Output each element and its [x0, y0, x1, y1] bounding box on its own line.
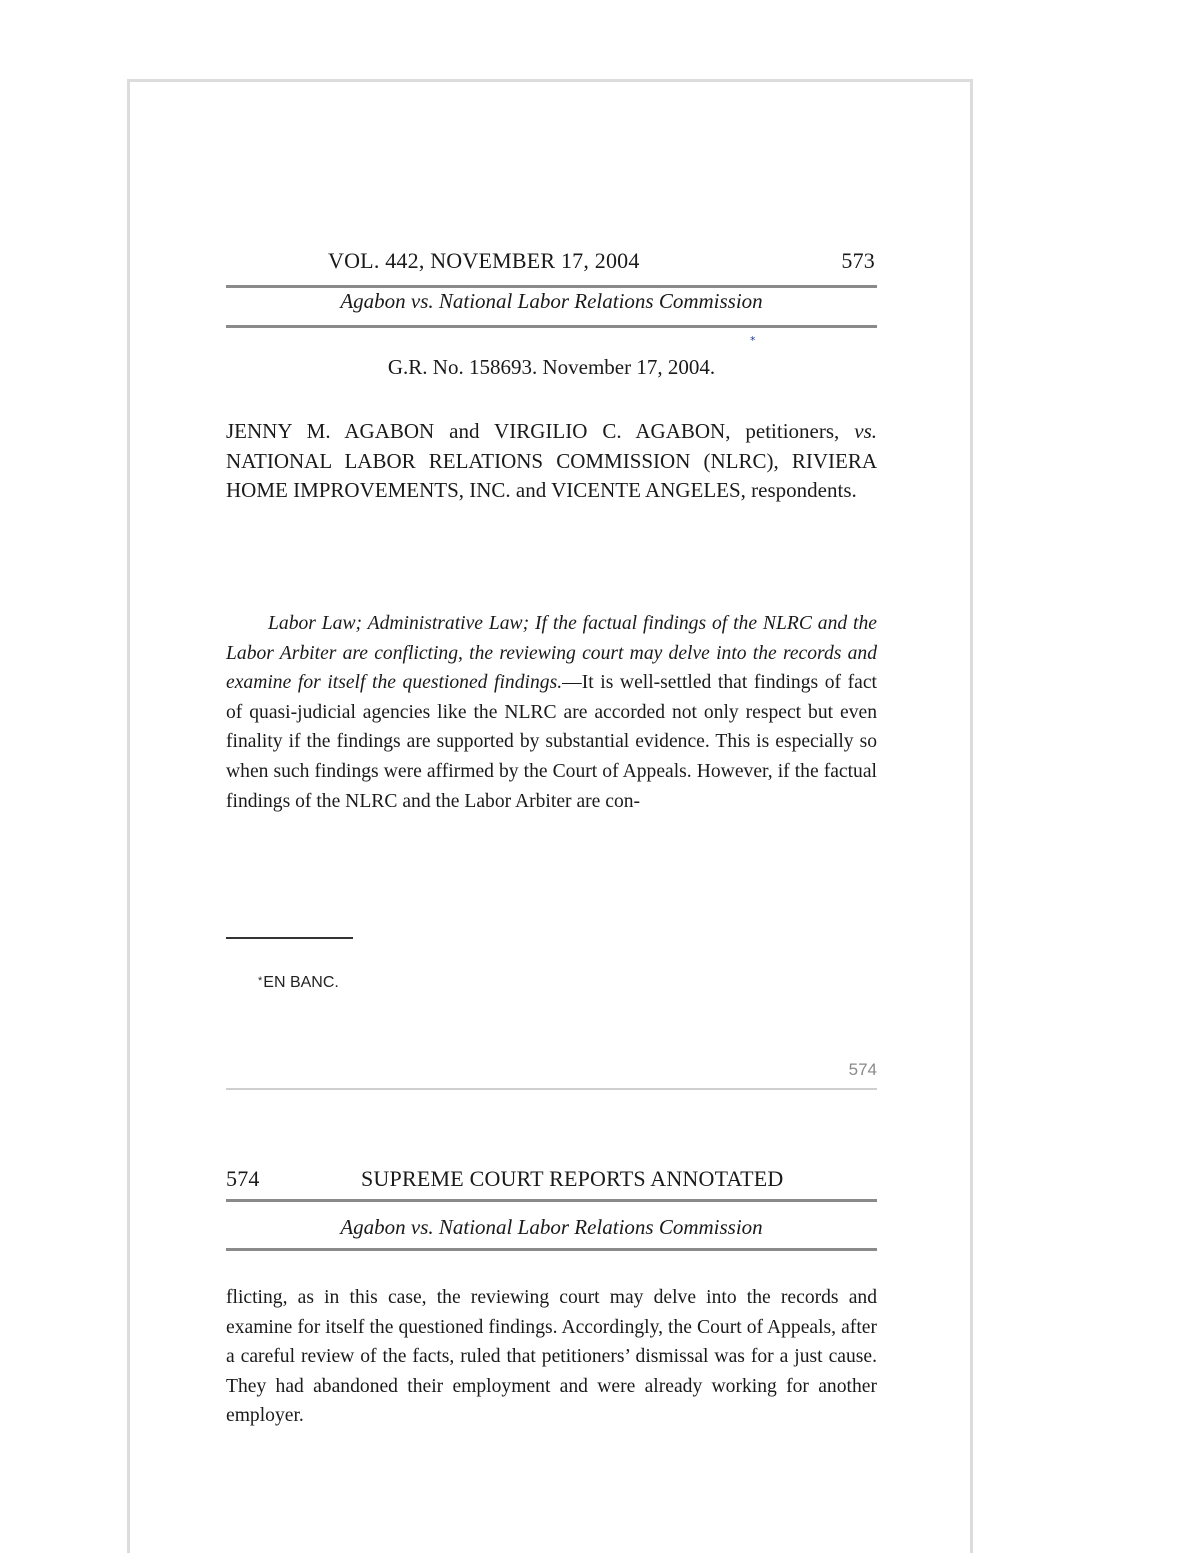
page-divider — [226, 1088, 877, 1090]
gr-number: G.R. No. 158693. November 17, 2004. — [387, 355, 716, 379]
header-page-number: 573 — [841, 248, 875, 273]
header-reporter: SUPREME COURT REPORTS ANNOTATED — [361, 1166, 784, 1191]
versus: vs. — [854, 419, 877, 443]
header-rule-bottom — [226, 325, 877, 328]
parties-petitioners: JENNY M. AGABON and VIRGILIO C. AGABON, petitioners, — [226, 419, 855, 443]
page-marker: 574 — [848, 1060, 877, 1079]
parties-caption — [226, 417, 877, 506]
syllabus-paragraph — [226, 609, 877, 816]
parties-respondents: NATIONAL LABOR RELATIONS COMMISSION (NLRC), RIVIERA HOME IMPROVEMENTS, INC. and VICENTE ANGELES, respondents. — [226, 448, 877, 502]
footnote-reference-link[interactable]: * — [750, 334, 756, 347]
syllabus-lead: Labor Law; Administrative Law; If the factual findings of the NLRC and the Labor Arbiter are conflicting, the reviewing court may delve into the records and examine for itself the questioned findings. — [226, 613, 877, 694]
header-volume: VOL. 442, NOVEMBER 17, 2004 — [328, 248, 640, 273]
header-rule-top — [226, 285, 877, 288]
body-paragraph — [226, 1283, 877, 1431]
header-rule-bottom-2 — [226, 1248, 877, 1251]
syllabus-text: —It is well-settled that findings of fact of quasi-judicial agencies like the NLRC are accorded not only respect but even finality if the findings are supported by substantial evidence. This is especially so when such findings were affirmed by the Court of Appeals. However, if the factual findings of the NLRC and the Labor Arbiter are con- — [226, 672, 877, 812]
body-text: flicting, as in this case, the reviewing court may delve into the records and examine for itself the questioned findings. Accordingly, the Court of Appeals, after a careful review of the facts, ruled that petitioners’ dismissal was for a just cause. They had abandoned their employment and were already working for another employer. — [226, 1287, 877, 1426]
footnote-star: * — [258, 975, 263, 987]
header-rule-top-2 — [226, 1199, 877, 1202]
footnote-text: EN BANC. — [263, 974, 339, 991]
footnote-rule — [226, 937, 353, 939]
header-page-number-2: 574 — [226, 1166, 260, 1191]
footnote — [258, 974, 339, 992]
case-title-2: Agabon vs. National Labor Relations Commission — [340, 1215, 763, 1239]
case-title: Agabon vs. National Labor Relations Commission — [340, 289, 763, 313]
